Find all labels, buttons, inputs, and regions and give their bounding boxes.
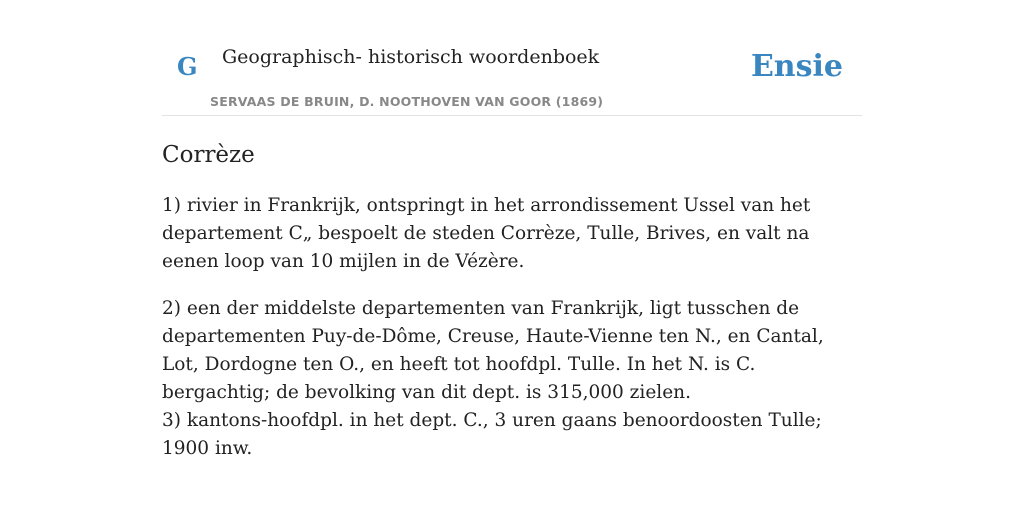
definition-paragraph: 2) een der middelste departementen van Frankrijk, ligt tusschen de departementen Puy-de-Dôme, Creuse, Haute-Vienne ten N., en Cantal, Lot, Dordogne ten O., en heeft tot hoofdpl. Tulle. In het N. is C. bergachtig; de bevolking van dit dept. is 315,000 zielen. [162,297,824,403]
page [162,0,862,463]
definition-paragraph: 3) kantons-hoofdpl. in het dept. C., 3 uren gaans benoordoosten Tulle; 1900 inw. [162,409,822,459]
entry-title: Corrèze [162,142,255,168]
entry-definition [162,192,862,463]
brand-logo[interactable]: Ensie [750,49,843,84]
book-logo[interactable]: G [177,52,198,81]
book-author: SERVAAS DE BRUIN, D. NOOTHOVEN VAN GOOR (1869) [210,94,604,109]
book-header [162,0,862,116]
definition-paragraph: 1) rivier in Frankrijk, ontspringt in het arrondissement Ussel van het departement C„ bespoelt de steden Corrèze, Tulle, Brives, en valt na eenen loop van 10 mijlen in de Vézère. [162,194,811,272]
book-title[interactable]: Geographisch- historisch woordenboek [222,46,600,68]
